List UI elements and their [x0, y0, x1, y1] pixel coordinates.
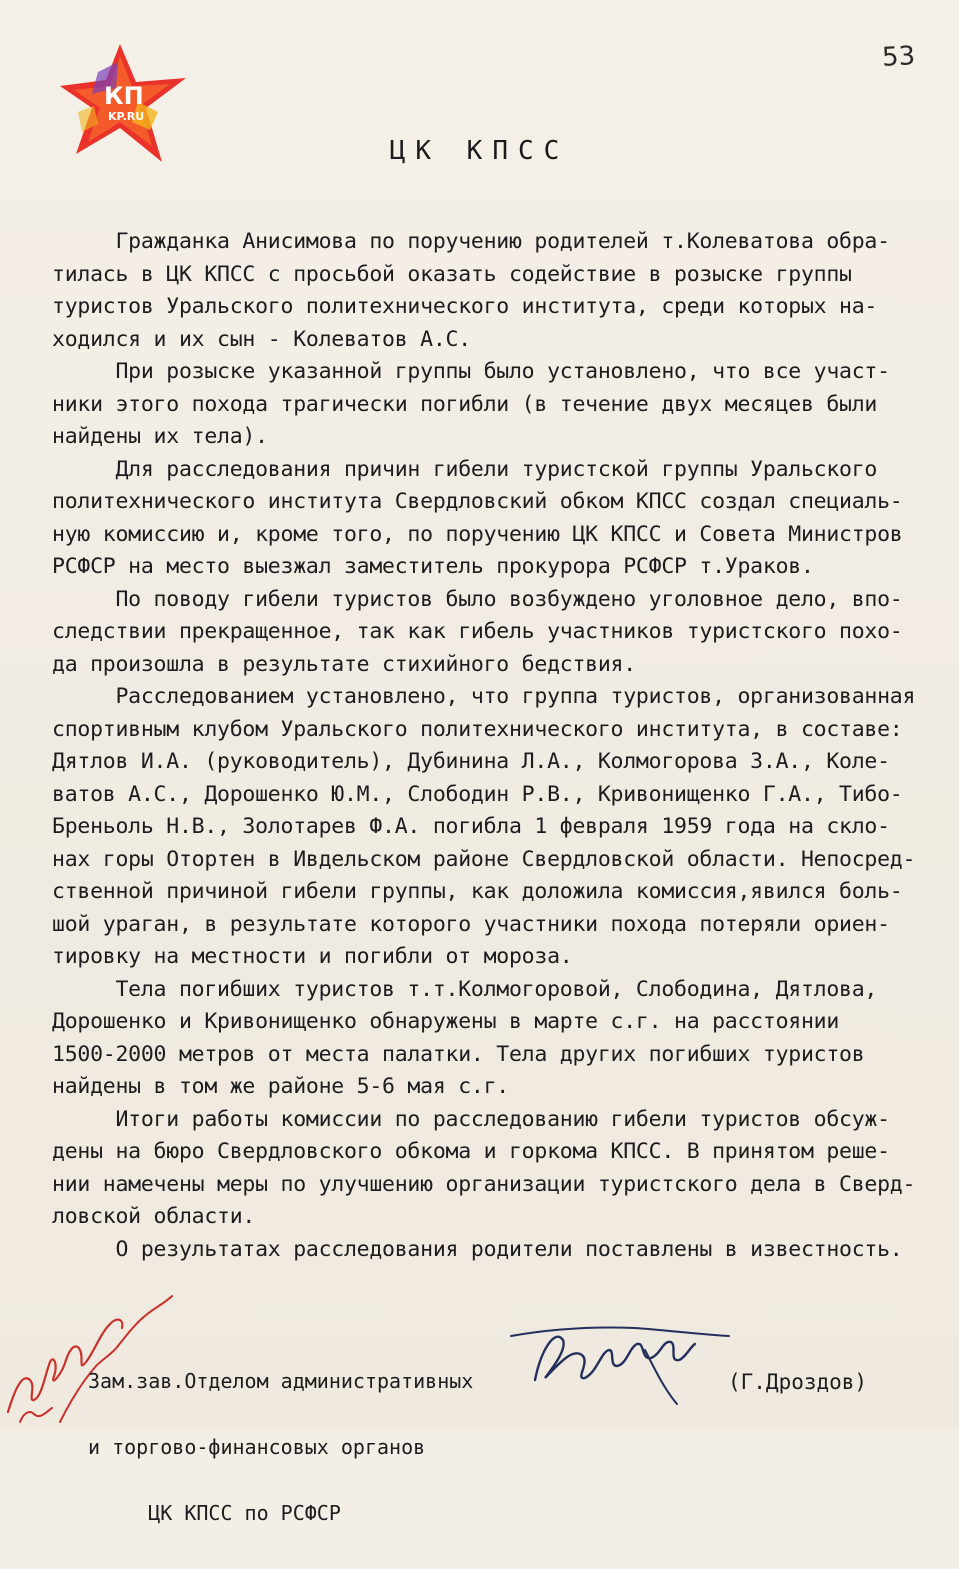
- logo-subtext: KP.RU: [108, 110, 145, 123]
- body-line: нии намечены меры по улучшению организации туристского дела в Сверд-: [52, 1171, 916, 1197]
- body-line: Дятлов И.А. (руководитель), Дубинина Л.А., Колмогорова З.А., Коле-: [52, 749, 890, 774]
- document-body: [52, 226, 952, 1266]
- body-line: спортивным клубом Уральского политехнического института, в составе:: [52, 716, 903, 742]
- signatory-name: (Г.Дроздов): [728, 1370, 868, 1394]
- body-line: Для расследования причин гибели туристской группы Уральского: [52, 456, 878, 482]
- body-line: Расследованием установлено, что группа туристов, организованная: [52, 684, 916, 709]
- body-line: О результатах расследования родители поставлены в известность.: [52, 1236, 903, 1262]
- body-line: При розыске указанной группы было установлено, что все участ-: [52, 359, 890, 384]
- body-line: дены на бюро Свердловского обкома и горкома КПСС. В принятом реше-: [52, 1139, 890, 1164]
- body-line: политехнического института Свердловский обком КПСС создал специаль-: [52, 489, 903, 514]
- body-line: найдены их тела).: [52, 424, 268, 449]
- body-line: ную комиссию и, кроме того, по поручению ЦК КПСС и Совета Министров: [52, 521, 903, 547]
- body-line: ватов А.С., Дорошенко Ю.М., Слободин Р.В., Кривонищенко Г.А., Тибо-: [52, 781, 903, 807]
- signature-position-line: ЦК КПСС по РСФСР: [88, 1501, 341, 1525]
- body-line: ловской области.: [52, 1204, 256, 1229]
- document-title: ЦК КПСС: [389, 136, 570, 166]
- body-line: РСФСР на место выезжал заместитель прокурора РСФСР т.Ураков.: [52, 554, 814, 579]
- page-number: 53: [881, 41, 916, 73]
- body-line: туристов Уральского политехнического института, среди которых на-: [52, 294, 878, 319]
- body-line: шой ураган, в результате которого участники похода потеряли ориен-: [52, 911, 890, 937]
- signature-position-line: Зам.зав.Отделом административных: [88, 1369, 474, 1393]
- body-line: 1500-2000 метров от места палатки. Тела других погибших туристов: [52, 1041, 865, 1067]
- logo-text: КП: [104, 82, 144, 110]
- body-line: Итоги работы комиссии по расследованию гибели туристов обсуж-: [52, 1106, 890, 1132]
- body-line: Бреньоль Н.В., Золотарев Ф.А. погибла 1 февраля 1959 года на скло-: [52, 814, 890, 839]
- body-line: тировку на местности и погибли от мороза.: [52, 944, 573, 969]
- body-line: да произошла в результате стихийного бедствия.: [52, 651, 636, 677]
- body-line: нах горы Отортен в Ивдельском районе Свердловской области. Непосред-: [52, 846, 916, 872]
- body-line: Гражданка Анисимова по поручению родителей т.Колеватова обра-: [52, 229, 890, 254]
- body-line: ходился и их сын - Колеватов А.С.: [52, 326, 471, 352]
- body-line: ники этого похода трагически погибли (в течение двух месяцев были: [52, 391, 878, 417]
- body-line: Дорошенко и Кривонищенко обнаружены в марте с.г. на расстоянии: [52, 1009, 840, 1034]
- body-line: найдены в том же районе 5-6 мая с.г.: [52, 1074, 509, 1099]
- handwritten-signature: [505, 1300, 735, 1410]
- body-line: Тела погибших туристов т.т.Колмогоровой, Слободина, Дятлова,: [52, 976, 878, 1002]
- body-line: тилась в ЦК КПСС с просьбой оказать содействие в розыске группы: [52, 261, 852, 287]
- signature-position-line: и торгово-финансовых органов: [88, 1435, 426, 1459]
- body-line: следствии прекращенное, так как гибель участников туристского похо-: [52, 619, 903, 644]
- body-line: По поводу гибели туристов было возбуждено уголовное дело, впо-: [52, 586, 903, 612]
- signature-position: [88, 1326, 473, 1568]
- body-line: ственной причиной гибели группы, как доложила комиссия,явился боль-: [52, 879, 903, 904]
